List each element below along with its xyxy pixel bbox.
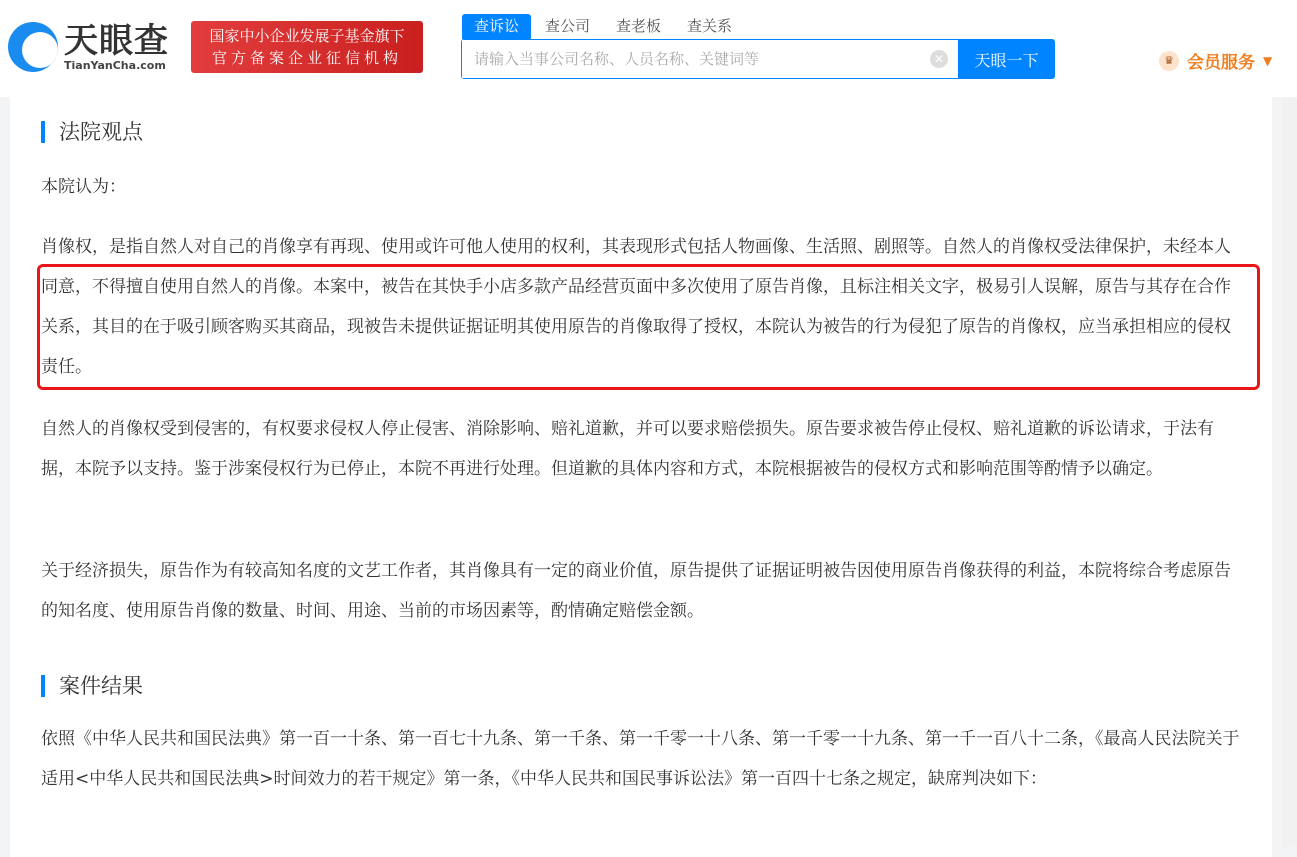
paragraph: 肖像权，是指自然人对自己的肖像享有再现、使用或许可他人使用的权利，其表现形式包括人物画像、生活照、剧照等。自然人的肖像权受法律保护，未经本人同意，不得擅自使用自然人的肖像。本案中，被告在其快手小店多款产品经营页面中多次使用了原告肖像，且标注相关文字，极易引人误解，原告与其存在合作关系，其目的在于吸引顾客购买其商品，现被告未提供证据证明其使用原告的肖像取得了授权，本院认为被告的行为侵犯了原告的肖像权，应当承担相应的侵权责任。 (41, 237, 1231, 377)
search-tabs (462, 14, 746, 39)
official-badge (191, 21, 423, 73)
paragraph: 自然人的肖像权受到侵害的，有权要求侵权人停止侵害、消除影响、赔礼道歉，并可以要求赔偿损失。原告要求被告停止侵权、赔礼道歉的诉讼请求，于法有据，本院予以支持。鉴于涉案侵权行为已停止，本院不再进行处理。但道歉的具体内容和方式，本院根据被告的侵权方式和影响范围等酌情予以确定。 (41, 419, 1214, 479)
logo-name: 天眼查 (64, 20, 169, 61)
logo-domain: TianYanCha.com (64, 58, 166, 72)
search-button[interactable]: 天眼一下 (958, 39, 1055, 79)
section-title-court-opinion: 法院观点 (41, 121, 143, 143)
logo-icon (8, 22, 58, 72)
crown-icon: ♛ (1159, 51, 1179, 71)
paragraph: 依照《中华人民共和国民法典》第一百一十条、第一百七十九条、第一千条、第一千零一十八条、第一千零一十九条、第一千一百八十二条，《最高人民法院关于适用<中华人民共和国民法典>时间效力的若干规定》第一条，《中华人民共和国民事诉讼法》第一百四十七条之规定，缺席判决如下： (41, 729, 1240, 789)
search-input[interactable] (462, 40, 922, 78)
tab-lawsuit[interactable]: 查诉讼 (462, 14, 531, 39)
vip-label: 会员服务 (1187, 53, 1255, 73)
scrollbar[interactable] (1282, 97, 1297, 847)
badge-line1: 国家中小企业发展子基金旗下 (209, 27, 405, 45)
clear-icon[interactable]: ✕ (930, 50, 948, 68)
tab-boss[interactable]: 查老板 (616, 17, 662, 35)
vip-service-menu[interactable] (1159, 48, 1272, 73)
paragraph: 关于经济损失，原告作为有较高知名度的文艺工作者，其肖像具有一定的商业价值，原告提供了证据证明被告因使用原告肖像获得的利益，本院将综合考虑原告的知名度、使用原告肖像的数量、时间、用途、当前的市场因素等，酌情确定赔偿金额。 (41, 561, 1231, 621)
tab-company[interactable]: 查公司 (545, 17, 591, 35)
tab-relation[interactable]: 查关系 (687, 17, 733, 35)
top-header (0, 0, 1297, 97)
search-box (461, 39, 959, 79)
judgment-content (10, 97, 1272, 857)
paragraph: 本院认为： (41, 177, 126, 197)
tianyancha-logo[interactable] (8, 22, 169, 72)
section-title-case-result: 案件结果 (41, 675, 143, 697)
badge-line2: 官方备案企业征信机构 (211, 49, 402, 67)
caret-down-icon: ▼ (1263, 53, 1273, 68)
highlight-box (37, 264, 1260, 390)
